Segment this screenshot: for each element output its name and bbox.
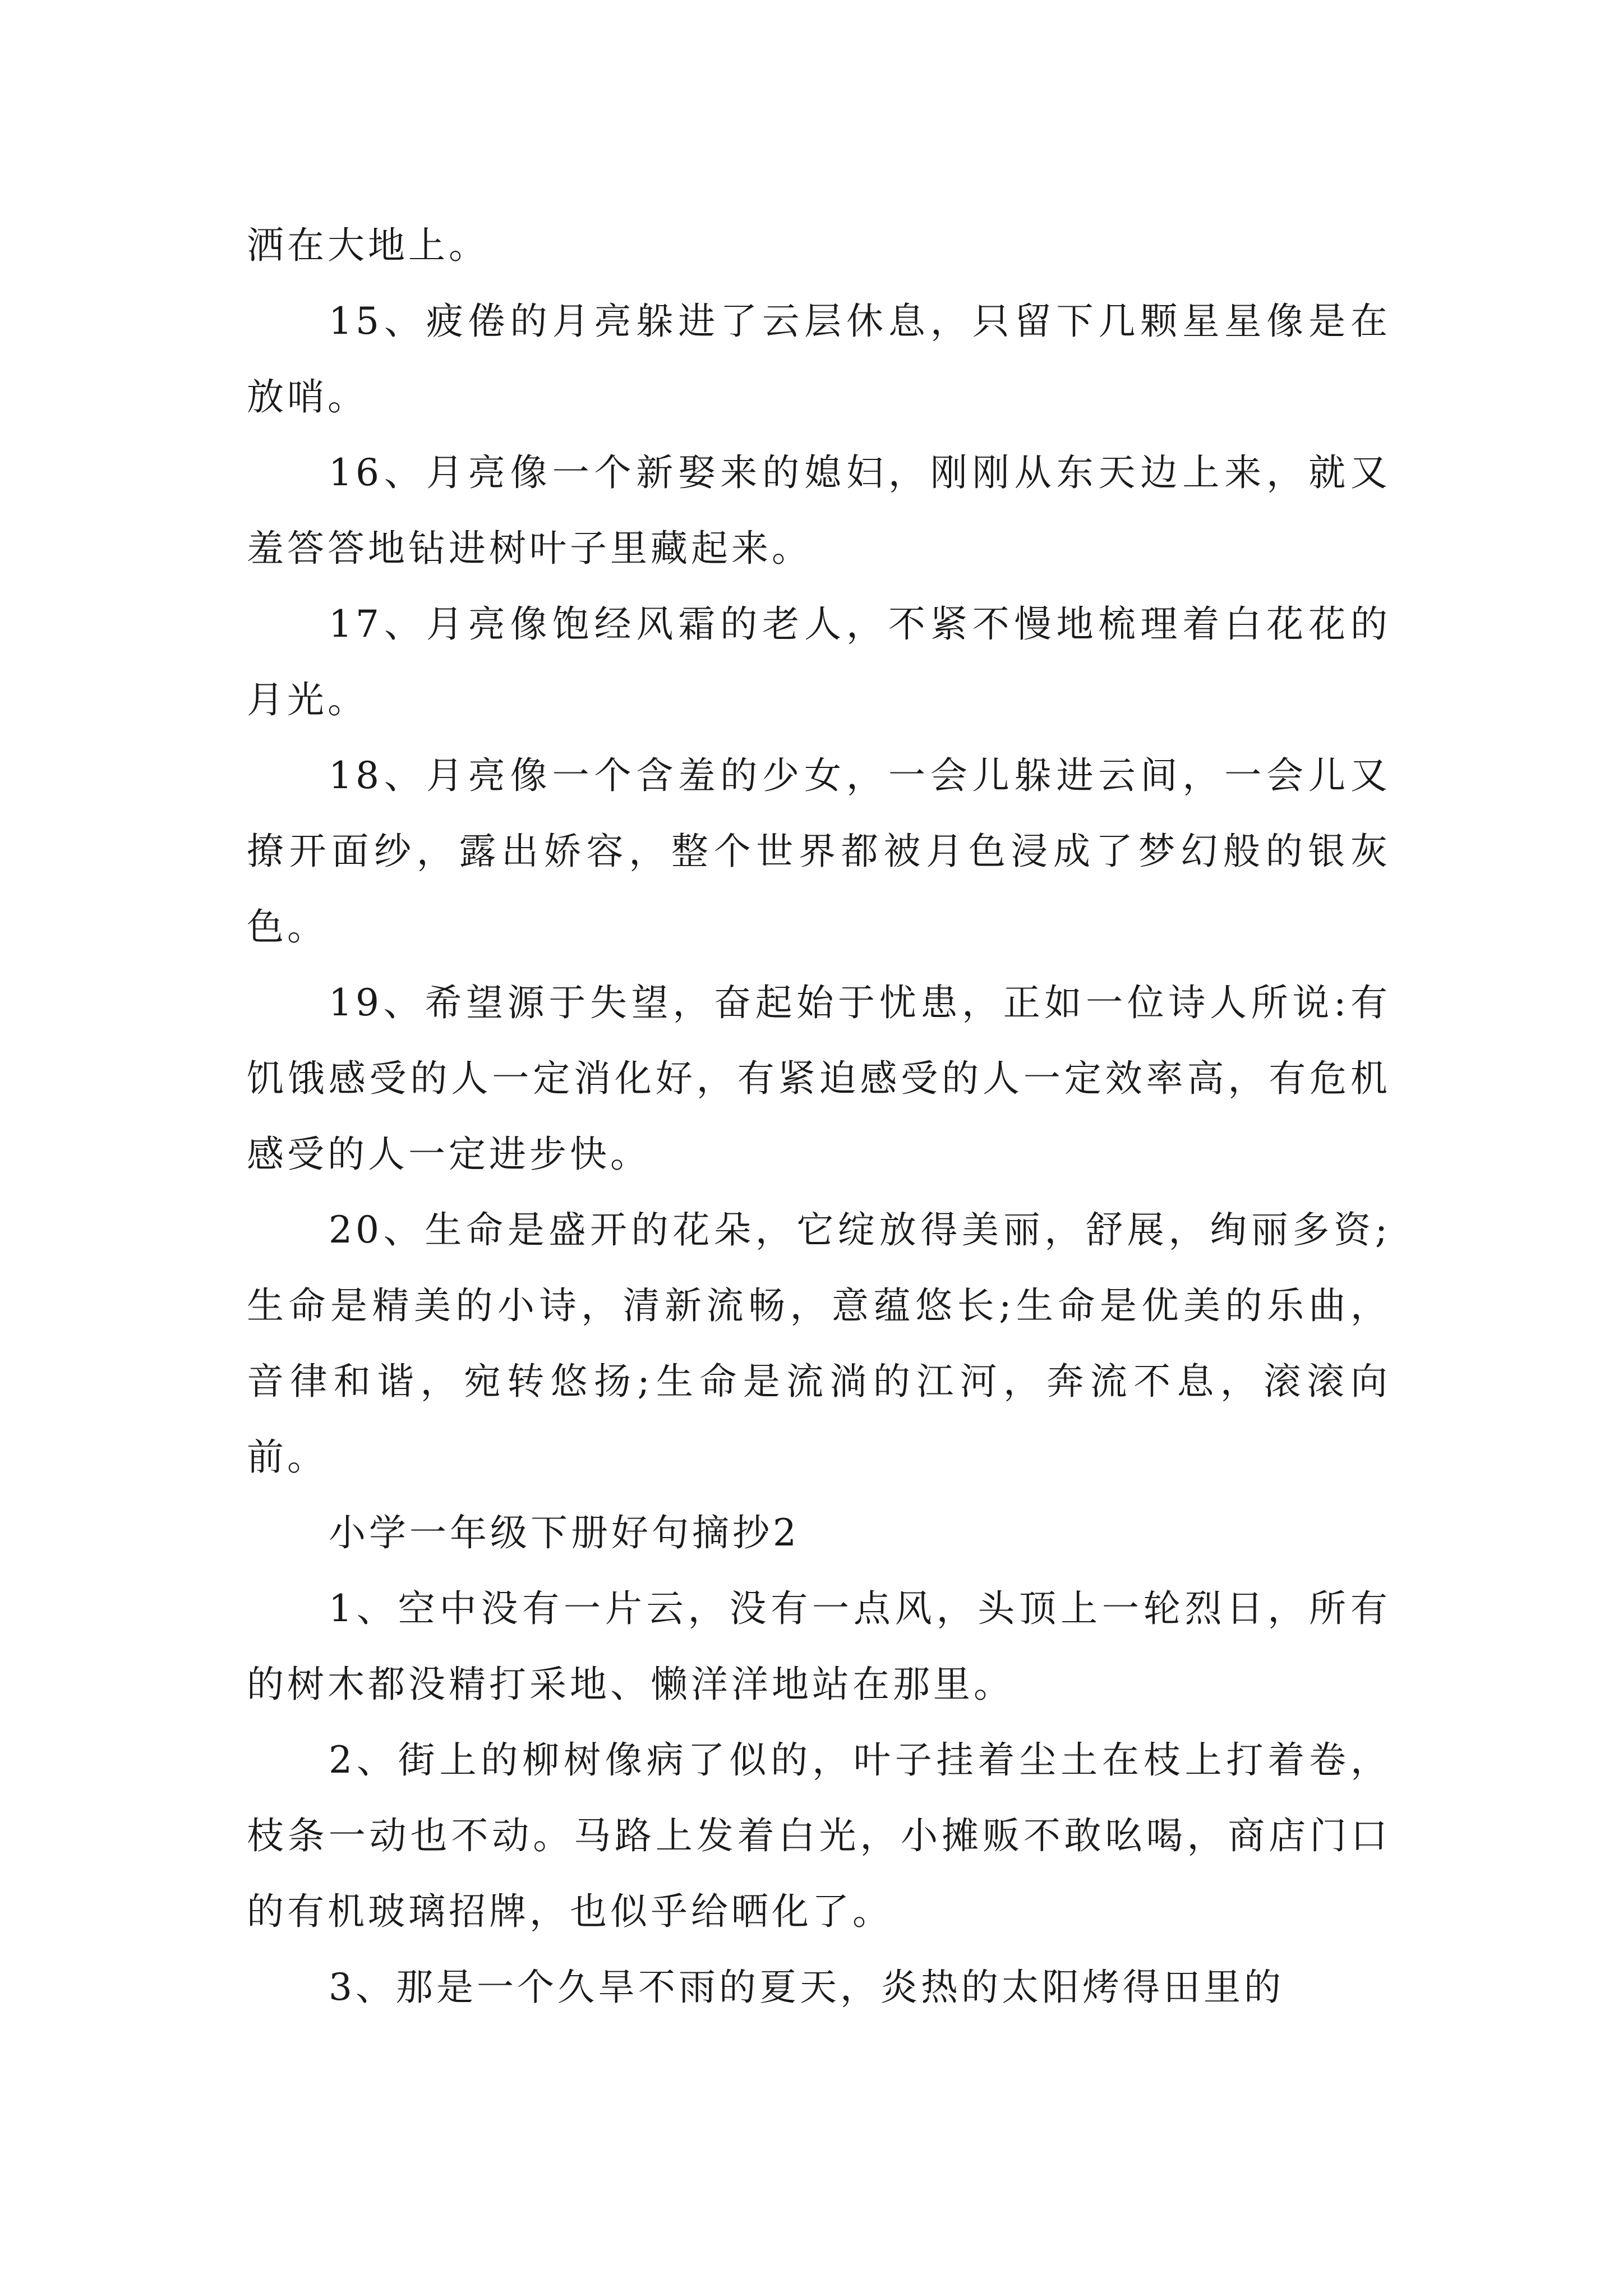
document-body (247, 208, 1391, 2025)
sentence-20: 20、生命是盛开的花朵，它绽放得美丽，舒展，绚丽多资;生命是精美的小诗，清新流畅，意蕴悠长;生命是优美的乐曲，音律和谐，宛转悠扬;生命是流淌的江河，奔流不息，滚滚向前。 (247, 1208, 1391, 1479)
sentence-16: 16、月亮像一个新娶来的媳妇，刚刚从东天边上来，就又羞答答地钻进树叶子里藏起来。 (247, 451, 1391, 570)
sentence-19: 19、希望源于失望，奋起始于忧患，正如一位诗人所说:有饥饿感受的人一定消化好，有紧迫感受的人一定效率高，有危机感受的人一定进步快。 (247, 981, 1391, 1176)
sentence-1: 1、空中没有一片云，没有一点风，头顶上一轮烈日，所有的树木都没精打采地、懒洋洋地站在那里。 (247, 1587, 1391, 1706)
sentence-2: 2、街上的柳树像病了似的，叶子挂着尘土在枝上打着卷，枝条一动也不动。马路上发着白光，小摊贩不敢吆喝，商店门口的有机玻璃招牌，也似乎给晒化了。 (247, 1738, 1391, 1933)
sentence-17: 17、月亮像饱经风霜的老人，不紧不慢地梳理着白花花的月光。 (247, 602, 1391, 721)
sentence-18: 18、月亮像一个含羞的少女，一会儿躲进云间，一会儿又撩开面纱，露出娇容，整个世界都被月色浸成了梦幻般的银灰色。 (247, 754, 1391, 949)
sentence-15: 15、疲倦的月亮躲进了云层休息，只留下几颗星星像是在放哨。 (247, 300, 1391, 418)
section-heading: 小学一年级下册好句摘抄2 (329, 1511, 800, 1554)
sentence-3: 3、那是一个久旱不雨的夏天，炎热的太阳烤得田里的 (329, 1966, 1284, 2009)
paragraph-continuation: 洒在大地上。 (247, 224, 489, 267)
